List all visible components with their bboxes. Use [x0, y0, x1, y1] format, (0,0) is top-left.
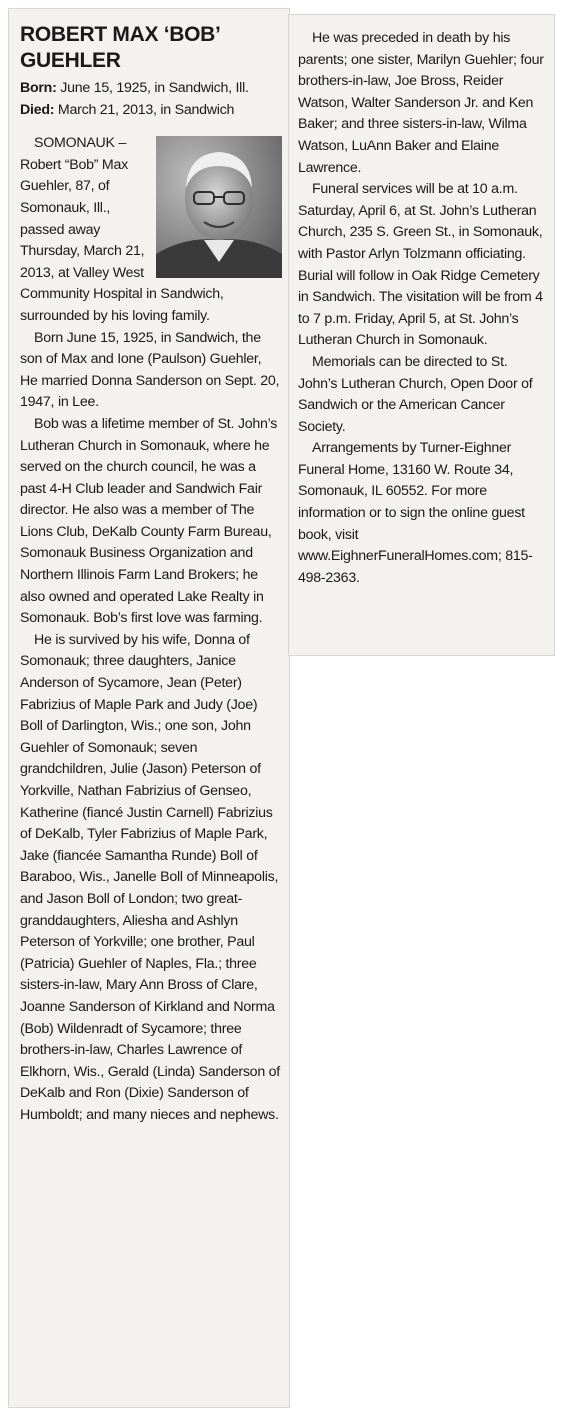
- died-label: Died:: [20, 101, 55, 118]
- portrait-photo-image: [156, 136, 282, 278]
- spacer: [20, 121, 282, 133]
- paragraph-birth: Born June 15, 1925, in Sandwich, the son of Max and Ione (Paulson) Guehler, He married Donna Sanderson on Sept. 20, 1947, in Lee.: [20, 329, 280, 411]
- died-line: [20, 100, 282, 122]
- born-text: June 15, 1925, in Sandwich, Ill.: [60, 80, 249, 96]
- paragraph-preceded: He was preceded in death by his parents; one sister, Marilyn Guehler; four brothers-in-law, Joe Bross, Reider Watson, Walter Sanderson Jr. and Ken Baker; and three sisters-in-law, Wilma Watson, LuAnn Baker and Elaine Lawrence.: [298, 30, 544, 176]
- obituary-left-column: [20, 22, 282, 1127]
- paragraph-arrangements: Arrangements by Turner-Eighner Funeral Home, 13160 W. Route 34, Somonauk, IL 60552. For more information or to sign the online guest book, visit www.EighnerFuneralHomes.com; 815-498-2363.: [298, 440, 533, 586]
- born-label: Born:: [20, 80, 57, 96]
- paragraph-life: Bob was a lifetime member of St. John’s Lutheran Church in Somonauk, where he served on the church council, he was a past 4-H Club leader and Sandwich Fair director. He also was a member of The Lions Club, DeKalb County Farm Bureau, Somonauk Business Organization and Northern Illinois Farm Land Brokers; he also owned and operated Lake Realty in Somonauk. Bob’s first love was farming.: [20, 415, 278, 627]
- paragraph-memorials: Memorials can be directed to St. John’s Lutheran Church, Open Door of Sandwich or the American Cancer Society.: [298, 353, 533, 435]
- paragraph-services: Funeral services will be at 10 a.m. Saturday, April 6, at St. John’s Lutheran Church, 235 S. Green St., in Somonauk, with Pastor Arlyn Tolzmann officiating. Burial will follow in Oak Ridge Cemetery in Sandwich. The visitation will be from 4 to 7 p.m. Friday, April 5, at St. John’s Lutheran Church in Somonauk.: [298, 181, 543, 349]
- died-text: March 21, 2013, in Sandwich: [57, 101, 235, 118]
- portrait-photo: [156, 136, 282, 278]
- born-line: [20, 78, 282, 100]
- paragraph-intro: SOMONAUK – Robert “Bob” Max Guehler, 87, of Somonauk, Ill., passed away Thursday, March 21, 2013, at Valley West Community Hospital in Sandwich, surrounded by his loving family.: [20, 135, 224, 324]
- paragraph-survivors: He is survived by his wife, Donna of Somonauk; three daughters, Janice Anderson of Sycamore, Jean (Peter) Fabrizius of Maple Park and Judy (Joe) Boll of Darlington, Wis.; one son, John Guehler of Somonauk; seven grandchildren, Julie (Jason) Peterson of Yorkville, Nathan Fabrizius of Genseo, Katherine (fiancé Justin Carnell) Fabrizius of DeKalb, Tyler Fabrizius of Maple Park, Jake (fiancée Samantha Runde) Boll of Baraboo, Wis., Janelle Boll of Minneapolis, and Jason Boll of London; two great-granddaughters, Aliesha and Ashlyn Peterson of Yorkville; one brother, Paul (Patricia) Guehler of Naples, Fla.; three sisters-in-law, Mary Ann Bross of Clare, Joanne Sanderson of Kirkland and Norma (Bob) Wildenradt of Sycamore; three brothers-in-law, Charles Lawrence of Elkhorn, Wis., Gerald (Linda) Sanderson of DeKalb and Ron (Dixie) Sanderson of Humboldt; and many nieces and nephews.: [20, 631, 280, 1123]
- obituary-name-heading: ROBERT MAX ‘BOB’ GUEHLER: [20, 23, 220, 72]
- obituary-right-column: [298, 28, 548, 589]
